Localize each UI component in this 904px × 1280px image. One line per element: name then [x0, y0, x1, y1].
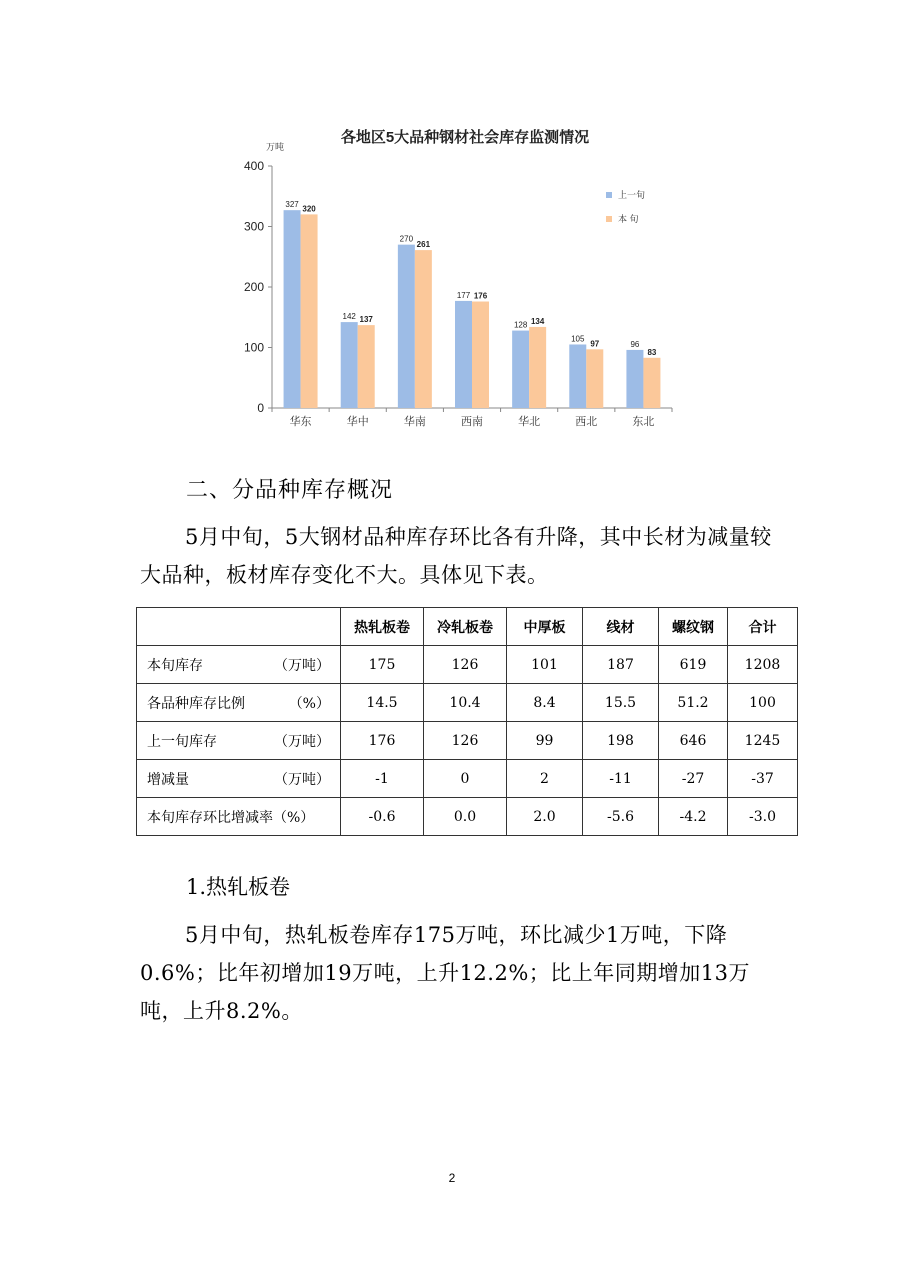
- table-row: [137, 684, 798, 722]
- row-unit: （万吨）: [274, 657, 330, 674]
- table-header-row: [137, 608, 798, 646]
- x-tick-label: 华南: [403, 416, 426, 428]
- table-cell: -1: [341, 760, 424, 798]
- row-label-text: 本旬库存: [147, 657, 203, 674]
- x-tick-label: 华北: [518, 416, 541, 428]
- table-cell: 15.5: [583, 684, 659, 722]
- bar: [284, 210, 301, 408]
- data-label: 128: [513, 320, 528, 330]
- table-row: [137, 798, 798, 836]
- table-cell: 14.5: [341, 684, 424, 722]
- data-label: 83: [647, 347, 657, 357]
- table-cell: 198: [583, 722, 659, 760]
- x-tick-label: 华中: [346, 416, 369, 428]
- table-header-cell: 中厚板: [507, 608, 583, 646]
- table-cell: 101: [507, 646, 583, 684]
- table-cell: 0.0: [424, 798, 507, 836]
- data-label: 176: [473, 291, 488, 301]
- table-cell: -11: [583, 760, 659, 798]
- table-cell: 176: [341, 722, 424, 760]
- table-cell: -3.0: [728, 798, 798, 836]
- bar: [643, 358, 660, 408]
- table-header-cell: 螺纹钢: [659, 608, 728, 646]
- data-label: 137: [359, 315, 373, 325]
- table-row: [137, 646, 798, 684]
- row-label-text: 增减量: [147, 771, 189, 788]
- table-cell: 187: [583, 646, 659, 684]
- bar: [529, 327, 546, 408]
- table-cell: 0: [424, 760, 507, 798]
- x-tick-label: 华东: [289, 416, 312, 428]
- bar: [341, 322, 358, 408]
- table-cell: 51.2: [659, 684, 728, 722]
- chart-plot-area: [244, 159, 672, 428]
- row-unit: （%）: [288, 695, 330, 712]
- data-label: 327: [285, 200, 299, 210]
- data-label: 261: [416, 240, 431, 250]
- subsection-title: 1.热轧板卷: [186, 875, 291, 899]
- table-cell: -5.6: [583, 798, 659, 836]
- bar: [358, 325, 375, 408]
- table-header-cell: [137, 608, 341, 646]
- bar: [398, 245, 415, 408]
- data-label: 96: [630, 339, 640, 349]
- table-cell: 8.4: [507, 684, 583, 722]
- x-tick-label: 东北: [632, 416, 655, 428]
- y-tick-label: 0: [257, 401, 264, 415]
- row-label-text: 本旬库存环比增减率（%）: [147, 809, 315, 826]
- bar: [472, 302, 489, 408]
- bar: [301, 214, 318, 408]
- data-label: 142: [342, 312, 356, 322]
- data-label: 320: [302, 204, 316, 214]
- table-cell: 175: [341, 646, 424, 684]
- inventory-table: [136, 607, 798, 836]
- legend-swatch: [606, 216, 612, 222]
- table-cell: 1245: [728, 722, 798, 760]
- table-cell: 126: [424, 722, 507, 760]
- y-axis-unit: 万吨: [266, 142, 285, 152]
- x-tick-label: 西北: [575, 416, 598, 428]
- y-tick-label: 300: [243, 219, 264, 234]
- bar: [569, 344, 586, 408]
- row-label: [137, 646, 341, 684]
- row-label-text: 各品种库存比例: [147, 695, 245, 712]
- table-cell: 1208: [728, 646, 798, 684]
- hot-rolled-paragraph: 5月中旬，热轧板卷库存175万吨，环比减少1万吨，下降0.6%；比年初增加19万吨，上升12.2%；比上年同期增加13万吨，上升8.2%。: [140, 923, 751, 1023]
- table-cell: 2: [507, 760, 583, 798]
- row-label: [137, 760, 341, 798]
- y-tick-label: 400: [243, 159, 264, 173]
- y-tick-label: 200: [243, 280, 264, 294]
- intro-paragraph: 5月中旬，5大钢材品种库存环比各有升降，其中长材为减量较大品种，板材库存变化不大。具体见下表。: [140, 525, 772, 587]
- table-header-cell: 合计: [728, 608, 798, 646]
- table-cell: -0.6: [341, 798, 424, 836]
- table-cell: 100: [728, 684, 798, 722]
- row-label: [137, 722, 341, 760]
- table-cell: 619: [659, 646, 728, 684]
- bar: [626, 350, 643, 408]
- chart-legend: [606, 189, 645, 224]
- data-label: 177: [456, 290, 471, 300]
- table-cell: -4.2: [659, 798, 728, 836]
- data-label: 270: [399, 234, 414, 244]
- page-number: 2: [448, 1171, 456, 1185]
- legend-label: 本 旬: [618, 214, 639, 224]
- x-tick-label: 西南: [461, 416, 483, 428]
- row-unit: （万吨）: [274, 771, 330, 788]
- row-label: [137, 684, 341, 722]
- table-cell: 10.4: [424, 684, 507, 722]
- y-tick-label: 100: [243, 340, 264, 355]
- legend-label: 上一旬: [618, 190, 646, 200]
- bar: [512, 331, 529, 408]
- table-header-cell: 线材: [583, 608, 659, 646]
- row-label-text: 上一旬库存: [147, 733, 217, 750]
- legend-swatch: [606, 192, 612, 198]
- table-cell: -37: [728, 760, 798, 798]
- table-header-cell: 冷轧板卷: [424, 608, 507, 646]
- data-label: 105: [571, 334, 585, 344]
- table-cell: -27: [659, 760, 728, 798]
- row-unit: （万吨）: [274, 733, 330, 750]
- table-row: [137, 760, 798, 798]
- bar: [415, 250, 432, 408]
- data-label: 134: [530, 316, 545, 326]
- table-cell: 2.0: [507, 798, 583, 836]
- table-cell: 99: [507, 722, 583, 760]
- table-cell: 646: [659, 722, 728, 760]
- inventory-bar-chart: [222, 118, 692, 438]
- chart-title: 各地区5大品种钢材社会库存监测情况: [340, 129, 590, 146]
- table-row: [137, 722, 798, 760]
- table-cell: 126: [424, 646, 507, 684]
- row-label: [137, 798, 341, 836]
- bar: [586, 349, 603, 408]
- data-label: 97: [590, 339, 600, 349]
- section-title: 二、分品种库存概况: [186, 478, 394, 503]
- bar: [455, 301, 472, 408]
- table-header-cell: 热轧板卷: [341, 608, 424, 646]
